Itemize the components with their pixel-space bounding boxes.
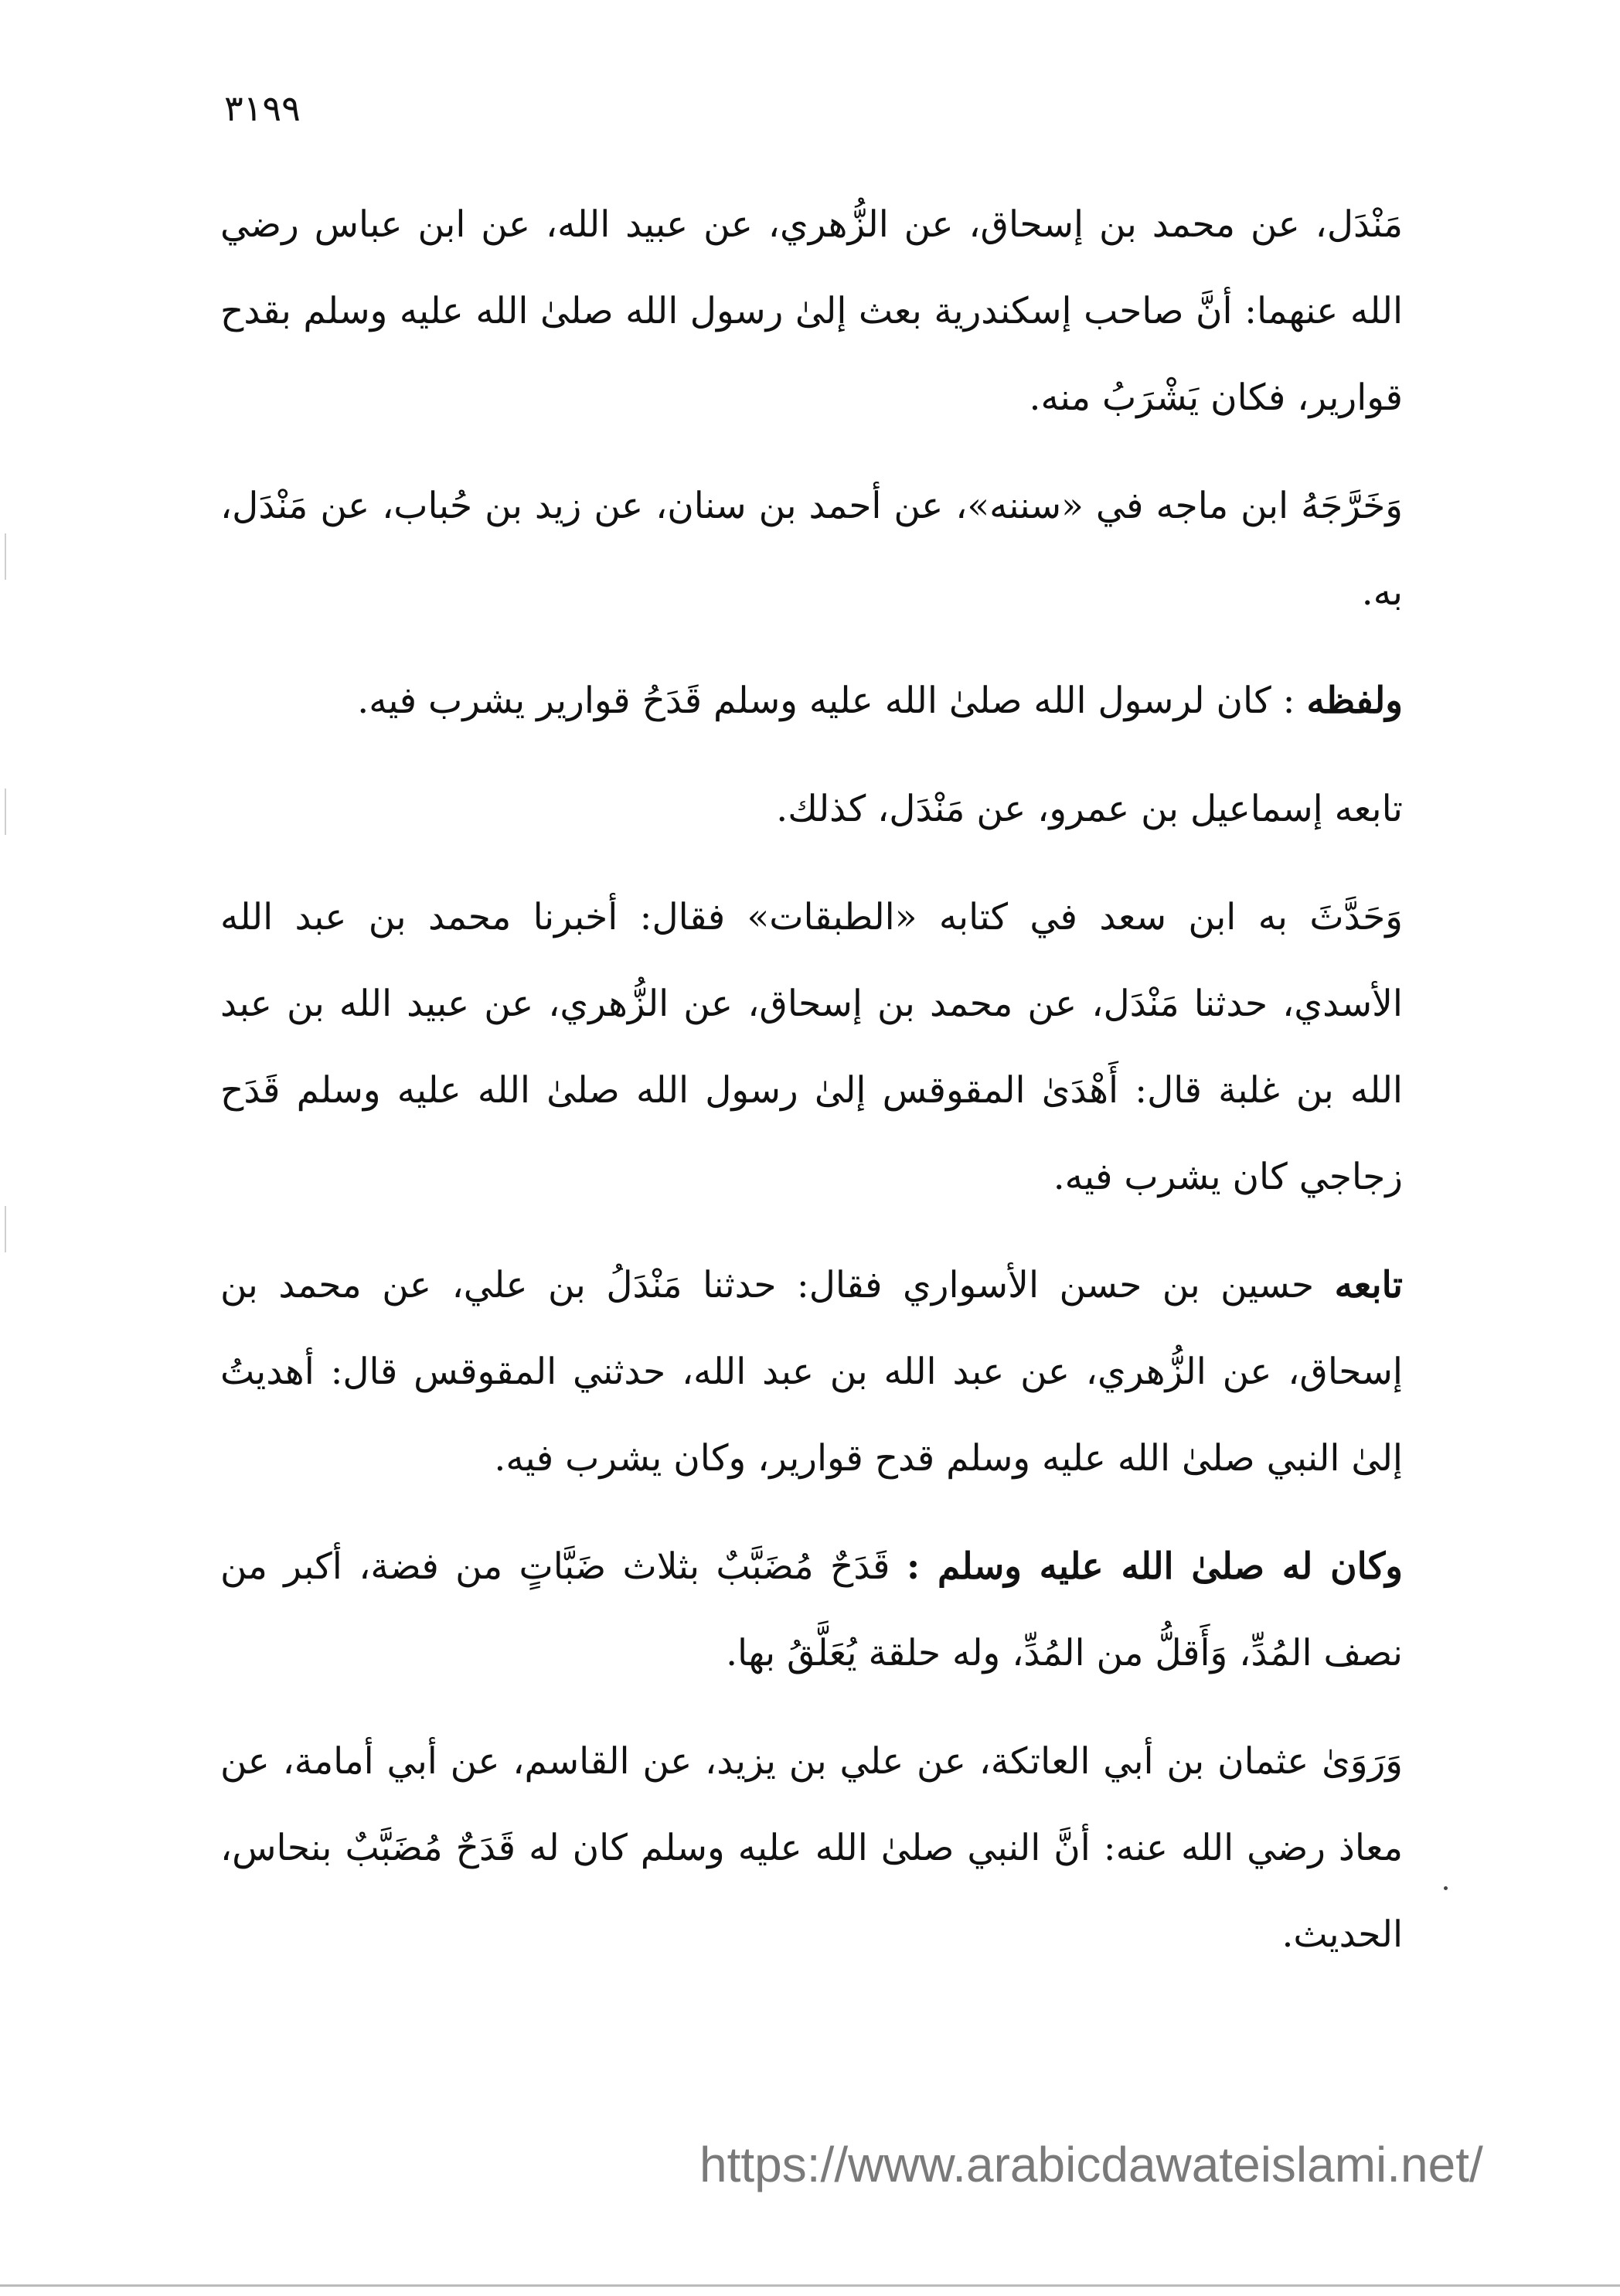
paragraph-text: وَحَدَّثَ به ابن سعد في كتابه «الطبقات» فقال: أخبرنا محمد بن عبد الله الأسدي، حدثنا مَنْدَل، عن محمد بن إسحاق، عن الزُّهري، عن عبيد الله بن عبد الله بن غلبة قال: أَهْدَىٰ المقوقس إلىٰ رسول الله صلىٰ الله عليه وسلم قَدَح زجاجي كان يشرب فيه.	[220, 896, 1403, 1198]
scan-speck	[1444, 1886, 1448, 1890]
paragraph	[220, 874, 1403, 1221]
watermark-url: https://www.arabicdawateislami.net/	[699, 2137, 1483, 2192]
paragraph	[220, 658, 1403, 744]
page-bottom-rule	[0, 2284, 1620, 2287]
page-number: ٣١٩٩	[224, 87, 301, 129]
paragraph-text: حسين بن حسن الأسواري فقال: حدثنا مَنْدَلُ بن علي، عن محمد بن إسحاق، عن الزُّهري، عن عبد الله بن عبد الله، حدثني المقوقس قال: أهديتُ إلىٰ النبي صلىٰ الله عليه وسلم قدح قوارير، وكان يشرب فيه.	[220, 1264, 1403, 1480]
paragraph-lead: ولفظه	[1306, 680, 1403, 722]
paragraph-lead: وكان له صلىٰ الله عليه وسلم :	[906, 1545, 1403, 1588]
paragraph	[220, 1524, 1403, 1697]
paragraph-text: مَنْدَل، عن محمد بن إسحاق، عن الزُّهري، عن عبيد الله، عن ابن عباس رضي الله عنهما: أنَّ صاحب إسكندرية بعث إلىٰ رسول الله صلىٰ الله عليه وسلم بقدح قوارير، فكان يَشْرَبُ منه.	[220, 203, 1403, 419]
scan-edge-mark	[5, 1206, 6, 1252]
paragraph-lead: تابعه	[1334, 1264, 1403, 1306]
paragraph	[220, 1242, 1403, 1502]
body-text	[220, 182, 1403, 2000]
scan-edge-mark	[5, 533, 6, 580]
paragraph	[220, 182, 1403, 441]
paragraph-text: وَخَرَّجَهُ ابن ماجه في «سننه»، عن أحمد بن سنان، عن زيد بن حُباب، عن مَنْدَل، به.	[220, 485, 1403, 614]
paragraph-text: وَرَوَىٰ عثمان بن أبي العاتكة، عن علي بن يزيد، عن القاسم، عن أبي أمامة، عن معاذ رضي الله عنه: أنَّ النبي صلىٰ الله عليه وسلم كان له قَدَحٌ مُضَبَّبٌ بنحاس، الحديث.	[220, 1740, 1403, 1956]
paragraph-text: تابعه إسماعيل بن عمرو، عن مَنْدَل، كذلك.	[776, 788, 1403, 830]
paragraph	[220, 1719, 1403, 1978]
paragraph-text: قَدَحٌ مُضَبَّبٌ بثلاث ضَبَّاتٍ من فضة، أكبر من نصف المُدِّ، وَأَقلُّ من المُدِّ، وله حلقة يُعَلَّقُ بها.	[220, 1545, 1403, 1674]
paragraph	[220, 766, 1403, 853]
paragraph-text: : كان لرسول الله صلىٰ الله عليه وسلم قَدَحُ قوارير يشرب فيه.	[357, 680, 1295, 722]
paragraph	[220, 463, 1403, 636]
scan-edge-mark	[5, 789, 6, 835]
